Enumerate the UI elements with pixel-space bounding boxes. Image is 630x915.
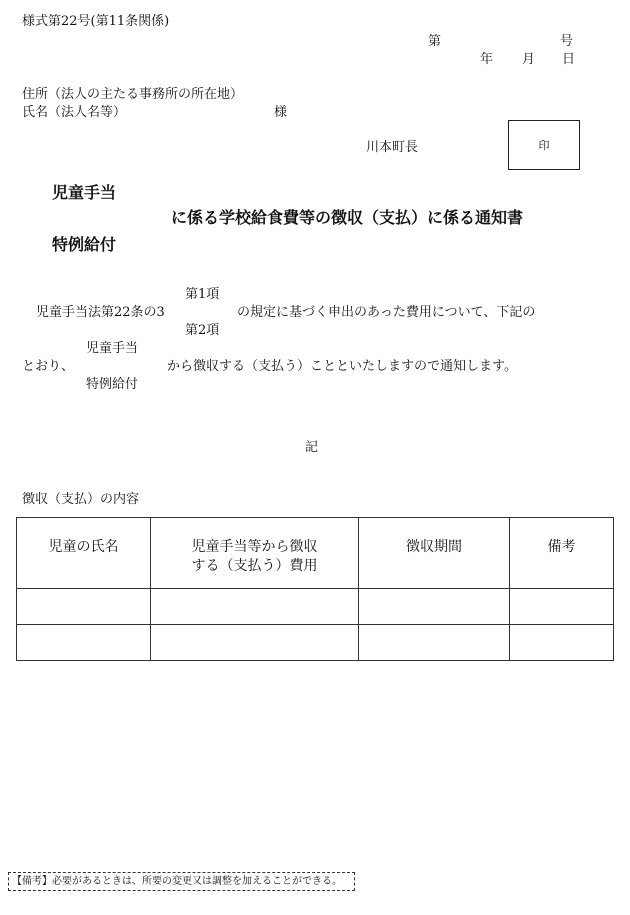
body-option-top: 児童手当 [86, 341, 139, 356]
date-year: 年 [480, 52, 494, 67]
table-header-row [17, 518, 614, 589]
ki-label: 記 [305, 440, 319, 455]
table-cell[interactable] [359, 589, 510, 625]
table-cell[interactable] [151, 589, 359, 625]
ref-dai: 第 [428, 34, 442, 49]
date-day: 日 [562, 52, 576, 67]
clause-2: 第2項 [185, 323, 220, 338]
section-label: 徴収（支払）の内容 [22, 492, 140, 507]
sama-label: 様 [274, 105, 288, 120]
name-label: 氏名（法人名等） [22, 105, 127, 120]
footnote: 【備考】必要があるときは、所要の変更又は調整を加えることができる。 [8, 872, 355, 891]
heading-option-bottom: 特例給付 [52, 235, 117, 254]
content-table [16, 517, 614, 661]
table-row [17, 589, 614, 625]
seal-box [508, 120, 580, 170]
col-child-name: 児童の氏名 [17, 518, 151, 589]
table-cell[interactable] [151, 625, 359, 661]
table-cell[interactable] [510, 625, 614, 661]
date-month: 月 [522, 52, 536, 67]
table-cell[interactable] [17, 625, 151, 661]
table-cell[interactable] [510, 589, 614, 625]
form-label: 様式第22号(第11条関係) [22, 14, 170, 29]
seal-label: 印 [538, 139, 550, 152]
body-line1-end: の規定に基づく申出のあった費用について、下記の [237, 305, 536, 320]
body-line2-start: とおり、 [22, 359, 75, 374]
table-row [17, 625, 614, 661]
table-cell[interactable] [359, 625, 510, 661]
col-remarks: 備考 [510, 518, 614, 589]
heading-option-top: 児童手当 [52, 183, 117, 202]
heading-main: に係る学校給食費等の徴収（支払）に係る通知書 [171, 208, 524, 227]
table-cell[interactable] [17, 589, 151, 625]
address-label: 住所（法人の主たる事務所の所在地） [22, 87, 244, 102]
clause-1: 第1項 [185, 287, 220, 302]
ref-go: 号 [560, 34, 574, 49]
issuer-title: 川本町長 [366, 140, 419, 155]
body-line2-end: から徴収する（支払う）ことといたしますので通知します。 [167, 359, 517, 374]
col-expense [151, 518, 359, 589]
body-line1-start: 児童手当法第22条の3 [36, 305, 165, 320]
col-period: 徴収期間 [359, 518, 510, 589]
body-option-bottom: 特例給付 [86, 377, 139, 392]
col-expense-label: 児童手当等から徴収 する（支払う）費用 [191, 539, 318, 574]
